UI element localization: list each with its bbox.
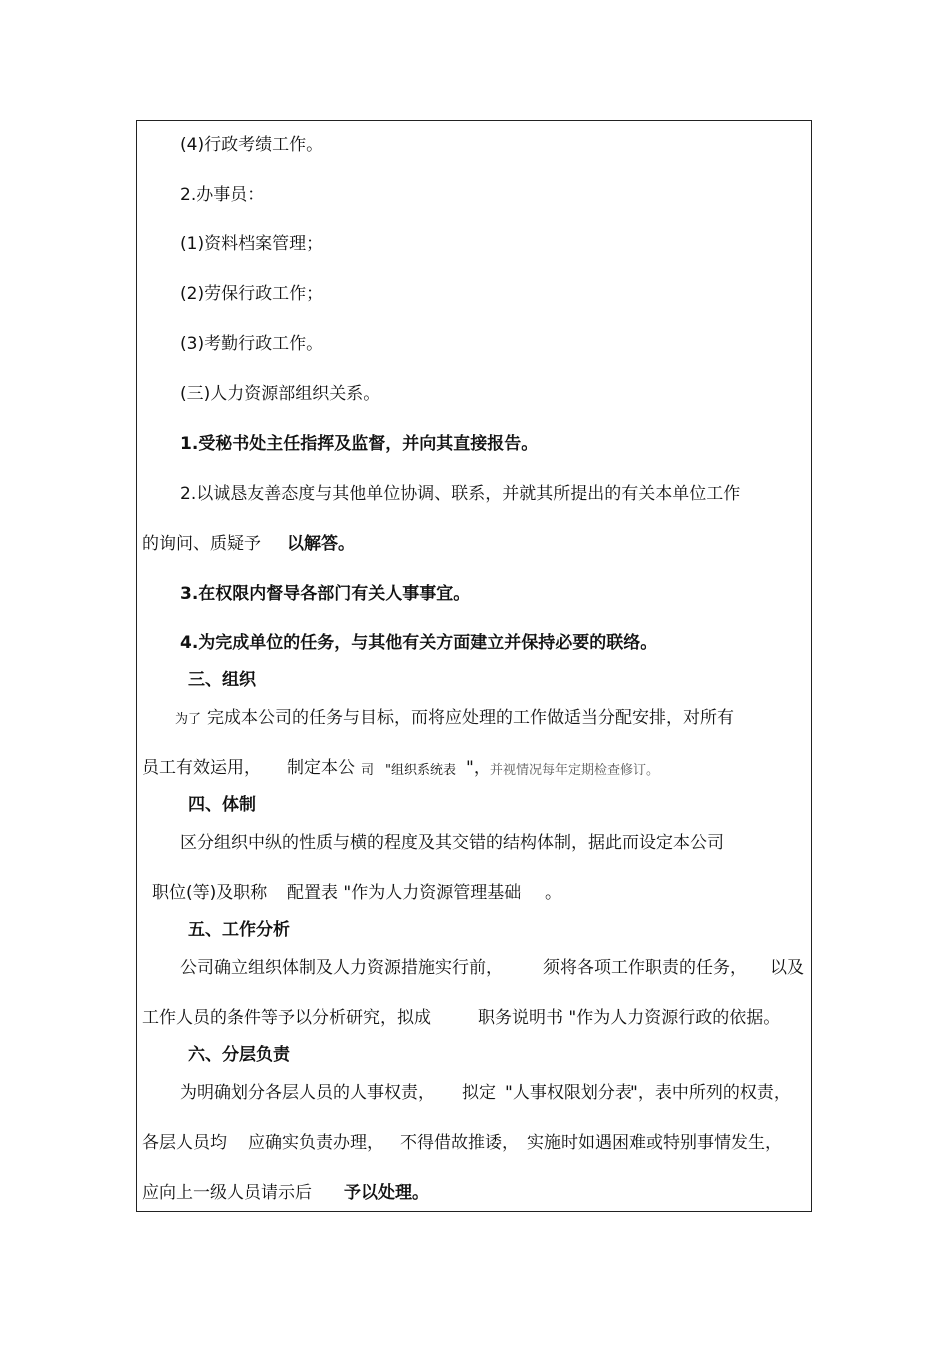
paragraph-line: 司: [361, 763, 375, 778]
list-item: 3.在权限内督导各部门有关人事事宜。: [180, 584, 471, 604]
paragraph-line: 并视情况每年定期检查修订。: [490, 763, 660, 778]
paragraph-line: 不得借故推诿，: [400, 1133, 519, 1153]
paragraph-line: "，表中所列的权责，: [630, 1083, 791, 1103]
list-item: (3)考勤行政工作。: [180, 334, 324, 354]
paragraph-line: 各层人员均: [142, 1133, 227, 1153]
paragraph-line: 完成本公司的任务与目标，而将应处理的工作做适当分配安排，对所有: [207, 708, 734, 728]
paragraph-line: 区分组织中纵的性质与横的程度及其交错的结构体制，据此而设定本公司: [180, 833, 724, 853]
paragraph-line: 职位(等)及职称: [152, 883, 268, 903]
paragraph-line: 以及: [770, 958, 804, 978]
paragraph-line: 实施时如遇困难或特别事情发生，: [527, 1133, 782, 1153]
paragraph-line: 公司确立组织体制及人力资源措施实行前，: [180, 958, 503, 978]
paragraph-line: 工作人员的条件等予以分析研究，拟成: [142, 1008, 431, 1028]
paragraph-line: 为了: [175, 712, 202, 727]
section-heading: 三、组织: [188, 670, 256, 690]
paragraph-line: 为明确划分各层人员的人事权责，: [180, 1083, 435, 1103]
section-heading: 四、体制: [188, 795, 256, 815]
paragraph-line: 予以处理。: [344, 1183, 429, 1203]
list-item: (2)劳保行政工作；: [180, 284, 324, 304]
paragraph-line: 拟定: [462, 1083, 496, 1103]
paragraph-line: "，: [466, 758, 491, 778]
paragraph-line: 的询问、质疑予: [142, 534, 261, 554]
paragraph-line: "人事权限划分表: [505, 1083, 632, 1103]
paragraph-line: 以解答。: [287, 534, 355, 554]
section-heading: 六、分层负责: [188, 1045, 290, 1065]
paragraph-line: 配置表 "作为人力资源管理基础: [287, 883, 522, 903]
paragraph-line: 。: [545, 883, 562, 903]
paragraph-line: "组织系统表: [385, 763, 456, 778]
list-item: (三)人力资源部组织关系。: [180, 384, 381, 404]
list-item: 2.办事员：: [180, 185, 265, 205]
paragraph-line: 员工有效运用，: [142, 758, 261, 778]
paragraph-line: 应向上一级人员请示后: [142, 1183, 312, 1203]
list-item: (4)行政考绩工作。: [180, 135, 324, 155]
paragraph-line: 制定本公: [287, 758, 355, 778]
list-item: 1.受秘书处主任指挥及监督，并向其直接报告。: [180, 434, 539, 454]
paragraph-line: 2.以诚恳友善态度与其他单位协调、联系，并就其所提出的有关本单位工作: [180, 484, 741, 504]
paragraph-line: 应确实负责办理，: [248, 1133, 384, 1153]
list-item: (1)资料档案管理；: [180, 234, 324, 254]
paragraph-line: 须将各项工作职责的任务，: [543, 958, 747, 978]
section-heading: 五、工作分析: [188, 920, 290, 940]
paragraph-line: 职务说明书 "作为人力资源行政的依据。: [478, 1008, 781, 1028]
list-item: 4.为完成单位的任务，与其他有关方面建立并保持必要的联络。: [180, 633, 658, 653]
